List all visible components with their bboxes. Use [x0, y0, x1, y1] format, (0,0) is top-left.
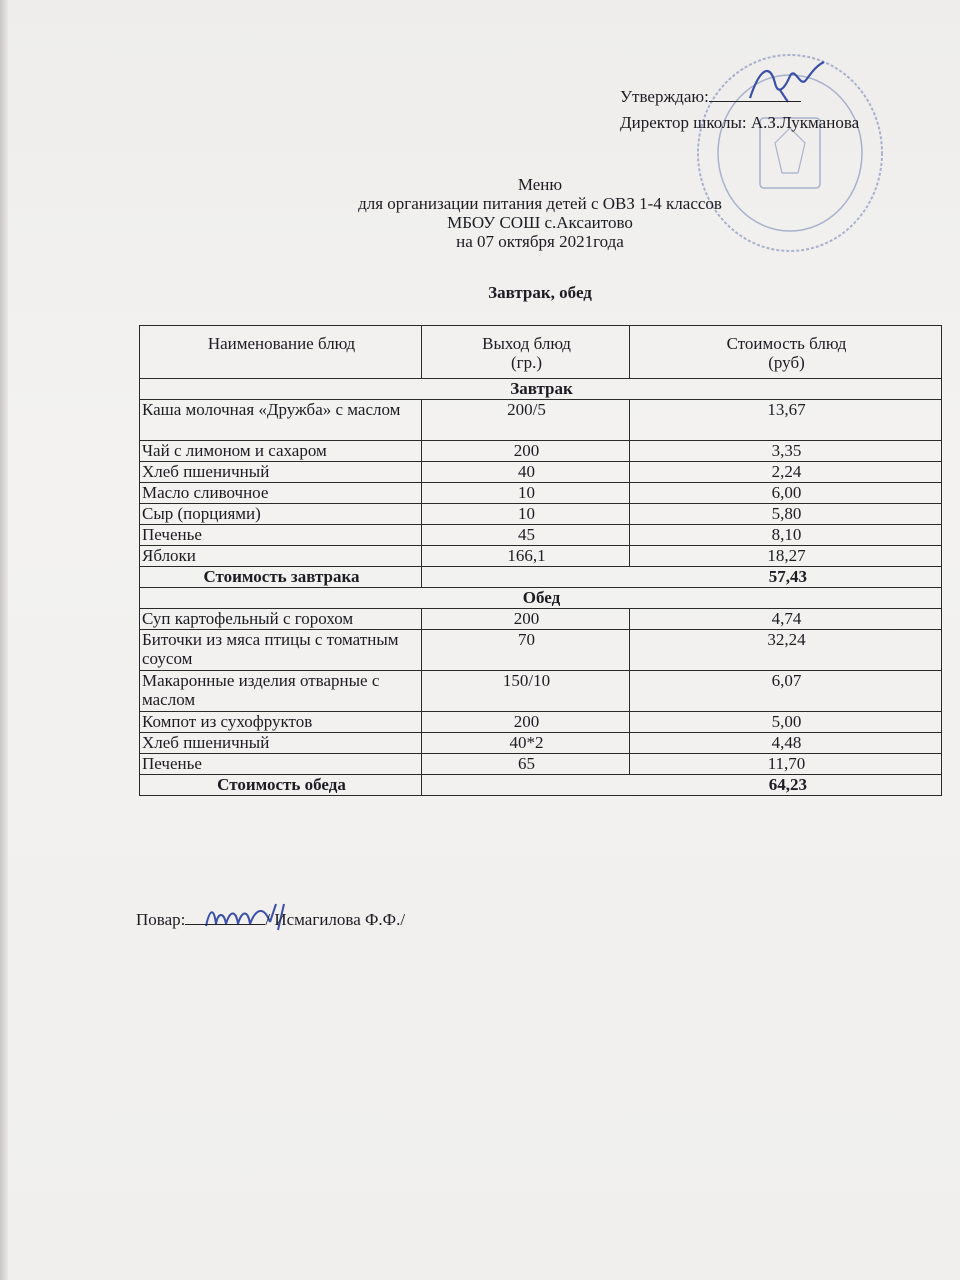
dish-name: Хлеб пшеничный	[140, 733, 422, 754]
dish-weight: 45	[422, 525, 630, 546]
table-row	[140, 525, 942, 546]
dish-weight: 150/10	[422, 671, 630, 712]
total-row-lunch	[140, 775, 942, 796]
dish-price: 6,00	[630, 483, 942, 504]
dish-price: 3,35	[630, 441, 942, 462]
total-label: Стоимость обеда	[140, 775, 422, 796]
section-row-lunch	[140, 588, 942, 609]
dish-weight: 200/5	[422, 400, 630, 441]
dish-weight: 200	[422, 441, 630, 462]
table-row	[140, 733, 942, 754]
dish-weight: 200	[422, 609, 630, 630]
meals-heading: Завтрак, обед	[488, 283, 592, 302]
director-line: Директор школы: А.З.Лукманова	[620, 113, 860, 132]
dish-name: Суп картофельный с горохом	[140, 609, 422, 630]
table-header-row	[140, 326, 942, 379]
dish-weight: 70	[422, 630, 630, 671]
column-header-dish: Наименование блюд	[140, 326, 422, 379]
dish-price: 4,48	[630, 733, 942, 754]
menu-date: на 07 октября 2021года	[456, 232, 624, 251]
dish-price: 8,10	[630, 525, 942, 546]
dish-name: Каша молочная «Дружба» с маслом	[140, 400, 422, 441]
dish-price: 5,80	[630, 504, 942, 525]
dish-name: Макаронные изделия отварные с маслом	[140, 671, 422, 712]
cook-signature-line	[185, 908, 265, 925]
dish-price: 18,27	[630, 546, 942, 567]
dish-name: Сыр (порциями)	[140, 504, 422, 525]
dish-name: Печенье	[140, 525, 422, 546]
dish-price: 6,07	[630, 671, 942, 712]
dish-weight: 10	[422, 504, 630, 525]
table-row	[140, 671, 942, 712]
dish-price: 32,24	[630, 630, 942, 671]
dish-name: Яблоки	[140, 546, 422, 567]
section-title: Обед	[140, 588, 942, 609]
cook-line	[136, 908, 405, 931]
section-title: Завтрак	[140, 379, 942, 400]
dish-price: 13,67	[630, 400, 942, 441]
dish-weight: 200	[422, 712, 630, 733]
total-label: Стоимость завтрака	[140, 567, 422, 588]
cook-name: / Исмагилова Ф.Ф./	[265, 910, 406, 929]
table-row	[140, 400, 942, 441]
table-row	[140, 441, 942, 462]
dish-price: 4,74	[630, 609, 942, 630]
column-header-weight: Выход блюд (гр.)	[422, 326, 630, 379]
total-value: 64,23	[422, 775, 942, 796]
approval-block	[620, 84, 859, 136]
dish-weight: 40	[422, 462, 630, 483]
table-row	[140, 712, 942, 733]
table-row	[140, 546, 942, 567]
cook-label: Повар:	[136, 910, 186, 929]
dish-name: Хлеб пшеничный	[140, 462, 422, 483]
dish-name: Масло сливочное	[140, 483, 422, 504]
section-row-breakfast	[140, 379, 942, 400]
table-row	[140, 754, 942, 775]
table-row	[140, 483, 942, 504]
dish-name: Биточки из мяса птицы с томатным соусом	[140, 630, 422, 671]
dish-weight: 40*2	[422, 733, 630, 754]
table-row	[140, 630, 942, 671]
signature-line	[709, 85, 801, 102]
table-row	[140, 462, 942, 483]
menu-table	[139, 325, 942, 796]
document-subtitle-line: для организации питания детей с ОВЗ 1-4 классов	[358, 194, 722, 213]
page-edge	[0, 0, 8, 1280]
column-header-price: Стоимость блюд (руб)	[630, 326, 942, 379]
total-row-breakfast	[140, 567, 942, 588]
school-name: МБОУ СОШ с.Аксаитово	[447, 213, 633, 232]
table-row	[140, 504, 942, 525]
approval-label: Утверждаю:	[620, 87, 709, 106]
dish-weight: 166,1	[422, 546, 630, 567]
dish-weight: 10	[422, 483, 630, 504]
dish-price: 11,70	[630, 754, 942, 775]
total-value: 57,43	[422, 567, 942, 588]
dish-price: 5,00	[630, 712, 942, 733]
dish-name: Печенье	[140, 754, 422, 775]
dish-name: Чай с лимоном и сахаром	[140, 441, 422, 462]
table-row	[140, 609, 942, 630]
dish-weight: 65	[422, 754, 630, 775]
document-title: Меню	[517, 175, 563, 194]
menu-table-body	[140, 379, 942, 796]
dish-name: Компот из сухофруктов	[140, 712, 422, 733]
dish-price: 2,24	[630, 462, 942, 483]
